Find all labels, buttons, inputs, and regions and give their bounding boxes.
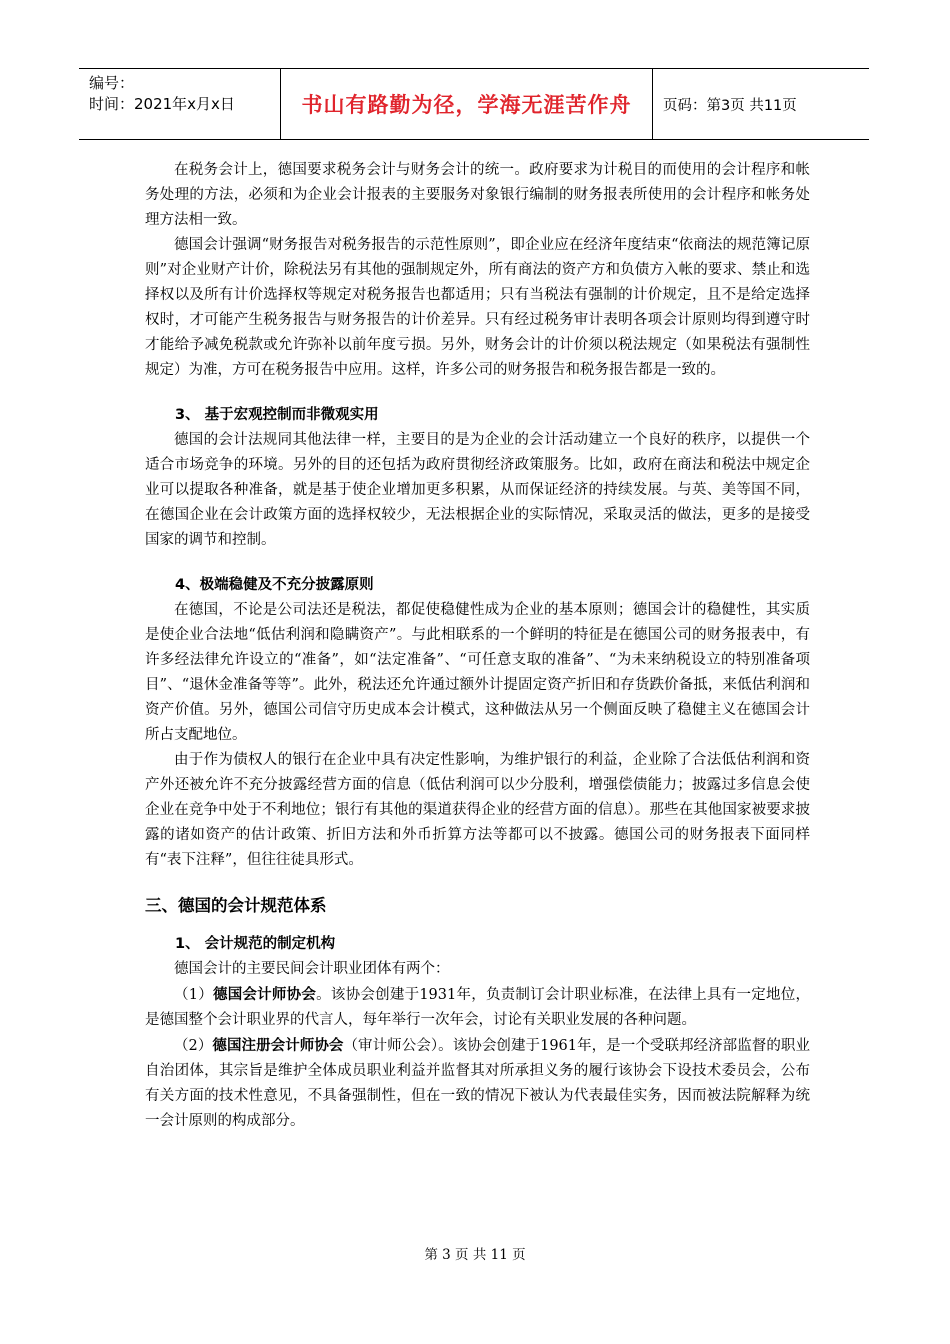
paragraph-demonstrative-principle: 德国会计强调“财务报告对税务报告的示范性原则”，即企业应在经济年度结束“依商法的规范簿记原则”对企业财产计价，除税法另有其他的强制规定外，所有商法的资产方和负债方入帐的要求、禁止和选择权以及所有计价选择权等规定对税务报告也都适用；只有当税法有强制的计价规定，且不是给定选择权时，才可能产生税务报告与财务报告的计价差异。只有经过税务审计表明各项会计原则均得到遵守时才能给予减免税款或允许弥补以前年度亏损。另外，财务会计的计价须以税法规定（如果税法有强制性规定）为准，方可在税务报告中应用。这样，许多公司的财务报告和税务报告都是一致的。 (145, 237, 810, 378)
paragraph-disclosure: 由于作为债权人的银行在企业中具有决定性影响，为维护银行的利益，企业除了合法低估利润和资产外还被允许不充分披露经营方面的信息（低估利润可以少分股利，增强偿债能力；披露过多信息会使企业在竞争中处于不利地位；银行有其他的渠道获得企业的经营方面的信息）。那些在其他国家被要求披露的诸如资产的估计政策、折旧方法和外币折算方法等都可以不披露。德国公司的财务报表下面同样有“表下注释”，但往往徒具形式。 (145, 752, 810, 868)
page-footer: 第 3 页 共 11 页 (424, 1247, 526, 1263)
paragraph-tax-accounting: 在税务会计上，德国要求税务会计与财务会计的统一。政府要求为计税目的而使用的会计程序和帐务处理的方法，必须和为企业会计报表的主要服务对象银行编制的财务报表所使用的会计程序和帐务处理方法相一致。 (145, 162, 810, 228)
document-body (145, 158, 810, 1134)
bold-cpa-chamber: 德国注册会计师协会 (212, 1037, 344, 1054)
header-motto: 书山有路勤为径，学海无涯苦作舟 (301, 93, 632, 117)
header-page-cell (653, 69, 869, 139)
bold-accountants-institute: 德国会计师协会 (212, 986, 317, 1003)
paragraph-cpa-chamber: （2）德国注册会计师协会（审计师公会）。该协会创建于1961年，是一个受联邦经济部监督的职业自治团体，其宗旨是维护全体成员职业利益并监督其对所承担义务的履行该协会下设技术委员会，公布有关方面的技术性意见，不具备强制性，但在一致的情况下被认为代表最佳实务，因而被法院解释为统一会计原则的构成部分。 (145, 1037, 810, 1129)
paragraph-professional-bodies: 德国会计的主要民间会计职业团体有两个： (174, 961, 450, 977)
header-motto-cell (281, 69, 653, 139)
heading-standard-setters: 1、 会计规范的制定机构 (175, 936, 336, 952)
header-number-label: 编号： (89, 74, 135, 92)
paragraph-accountants-institute: （1）德国会计师协会。该协会创建于1931年，负责制订会计职业标准，在法律上具有一定地位，是德国整个会计职业界的代言人，每年举行一次年会，讨论有关职业发展的各种问题。 (145, 986, 810, 1028)
section-heading-regulation-system: 三、德国的会计规范体系 (145, 896, 327, 915)
heading-macro-control: 3、 基于宏观控制而非微观实用 (175, 407, 379, 423)
header-time-label: 时间：2021年x月x日 (89, 95, 235, 113)
header-meta (79, 69, 281, 139)
heading-prudence: 4、极端稳健及不充分披露原则 (175, 577, 374, 593)
header-page-label: 页码：第3页 共11页 (663, 97, 797, 114)
paragraph-macro-control: 德国的会计法规同其他法律一样，主要目的是为企业的会计活动建立一个良好的秩序，以提供一个适合市场竞争的环境。另外的目的还包括为政府贯彻经济政策服务。比如，政府在商法和税法中规定企业可以提取各种准备，就是基于使企业增加更多积累，从而保证经济的持续发展。与英、美等国不同，在德国企业在会计政策方面的选择权较少，无法根据企业的实际情况，采取灵活的做法，更多的是接受国家的调节和控制。 (145, 432, 810, 548)
paragraph-prudence: 在德国，不论是公司法还是税法，都促使稳健性成为企业的基本原则；德国会计的稳健性，其实质是使企业合法地“低估利润和隐瞒资产”。与此相联系的一个鲜明的特征是在德国公司的财务报表中，有许多经法律允许设立的“准备”，如“法定准备”、“可任意支取的准备”、“为未来纳税设立的特别准备项目”、“退休金准备等等”。此外，税法还允许通过额外计提固定资产折旧和存货跌价备抵，来低估利润和资产价值。另外，德国公司信守历史成本会计模式，这种做法从另一个侧面反映了稳健主义在德国会计所占支配地位。 (145, 602, 810, 743)
page-header (79, 68, 869, 140)
